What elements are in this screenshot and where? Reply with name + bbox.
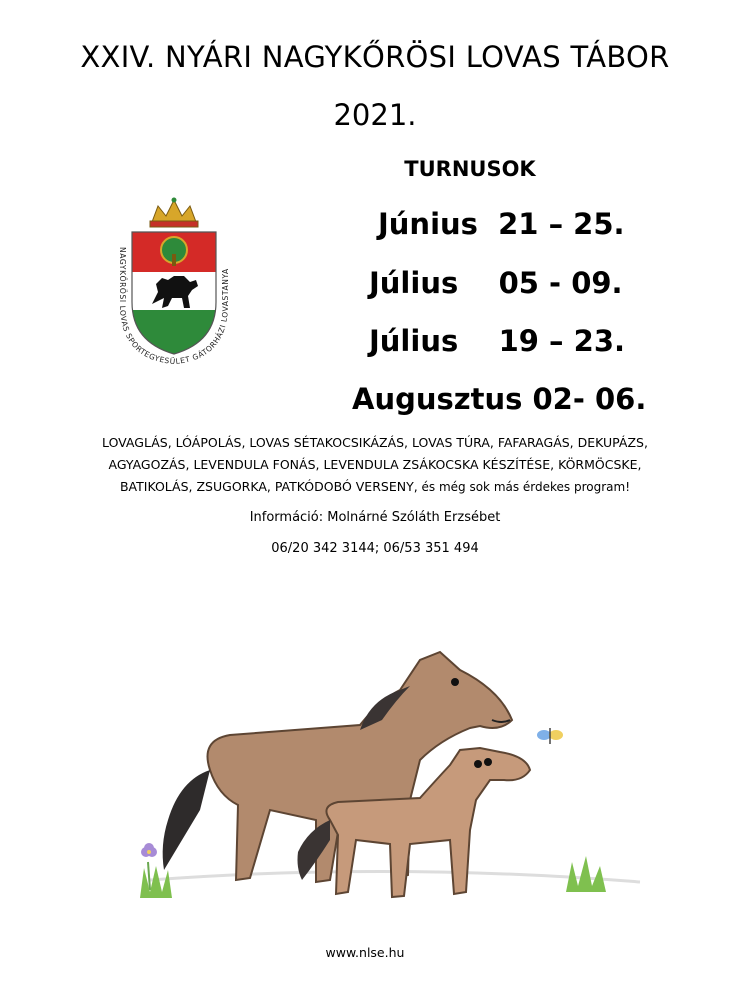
activities-line-3 bbox=[60, 476, 690, 498]
turn-date-3: Július 19 – 23. bbox=[369, 324, 626, 358]
website-url[interactable]: www.nlse.hu bbox=[325, 945, 405, 960]
activities-line-2: AGYAGOZÁS, LEVENDULA FONÁS, LEVENDULA ZSÁKOCSKA KÉSZÍTÉSE, KÖRMÖCSKE, bbox=[108, 457, 642, 472]
activities-line-3-caps: BATIKOLÁS, ZSUGORKA, PATKÓDOBÓ VERSENY, bbox=[119, 479, 418, 494]
turnusok-heading: TURNUSOK bbox=[404, 157, 536, 181]
contact-info: Információ: Molnárné Szóláth Erzsébet bbox=[249, 510, 501, 525]
club-logo bbox=[104, 192, 244, 372]
turn-date-4: Augusztus 02- 06. bbox=[352, 382, 647, 416]
poster-year: 2021. bbox=[333, 98, 417, 132]
butterfly-icon bbox=[537, 728, 563, 744]
turn-date-2: Július 05 - 09. bbox=[369, 266, 623, 300]
activities-line-3-tail: és még sok más érdekes program! bbox=[417, 480, 631, 494]
crown-icon bbox=[150, 198, 198, 228]
activities-line-1: LOVAGLÁS, LÓÁPOLÁS, LOVAS SÉTAKOCSIKÁZÁS, LOVAS TÚRA, FAFARAGÁS, DEKUPÁZS, bbox=[102, 435, 648, 450]
turn-date-1: Június 21 – 25. bbox=[378, 207, 625, 241]
contact-phones: 06/20 342 3144; 06/53 351 494 bbox=[271, 541, 479, 556]
activities-list bbox=[60, 432, 690, 498]
poster-title: XXIV. NYÁRI NAGYKŐRÖSI LOVAS TÁBOR bbox=[80, 40, 670, 74]
logo-ring-text: NAGYKŐRÖSI LOVAS SPORTEGYESÜLET GÁTORHÁZI LOVASTANYA bbox=[117, 247, 231, 367]
horses-drawing bbox=[120, 630, 660, 930]
